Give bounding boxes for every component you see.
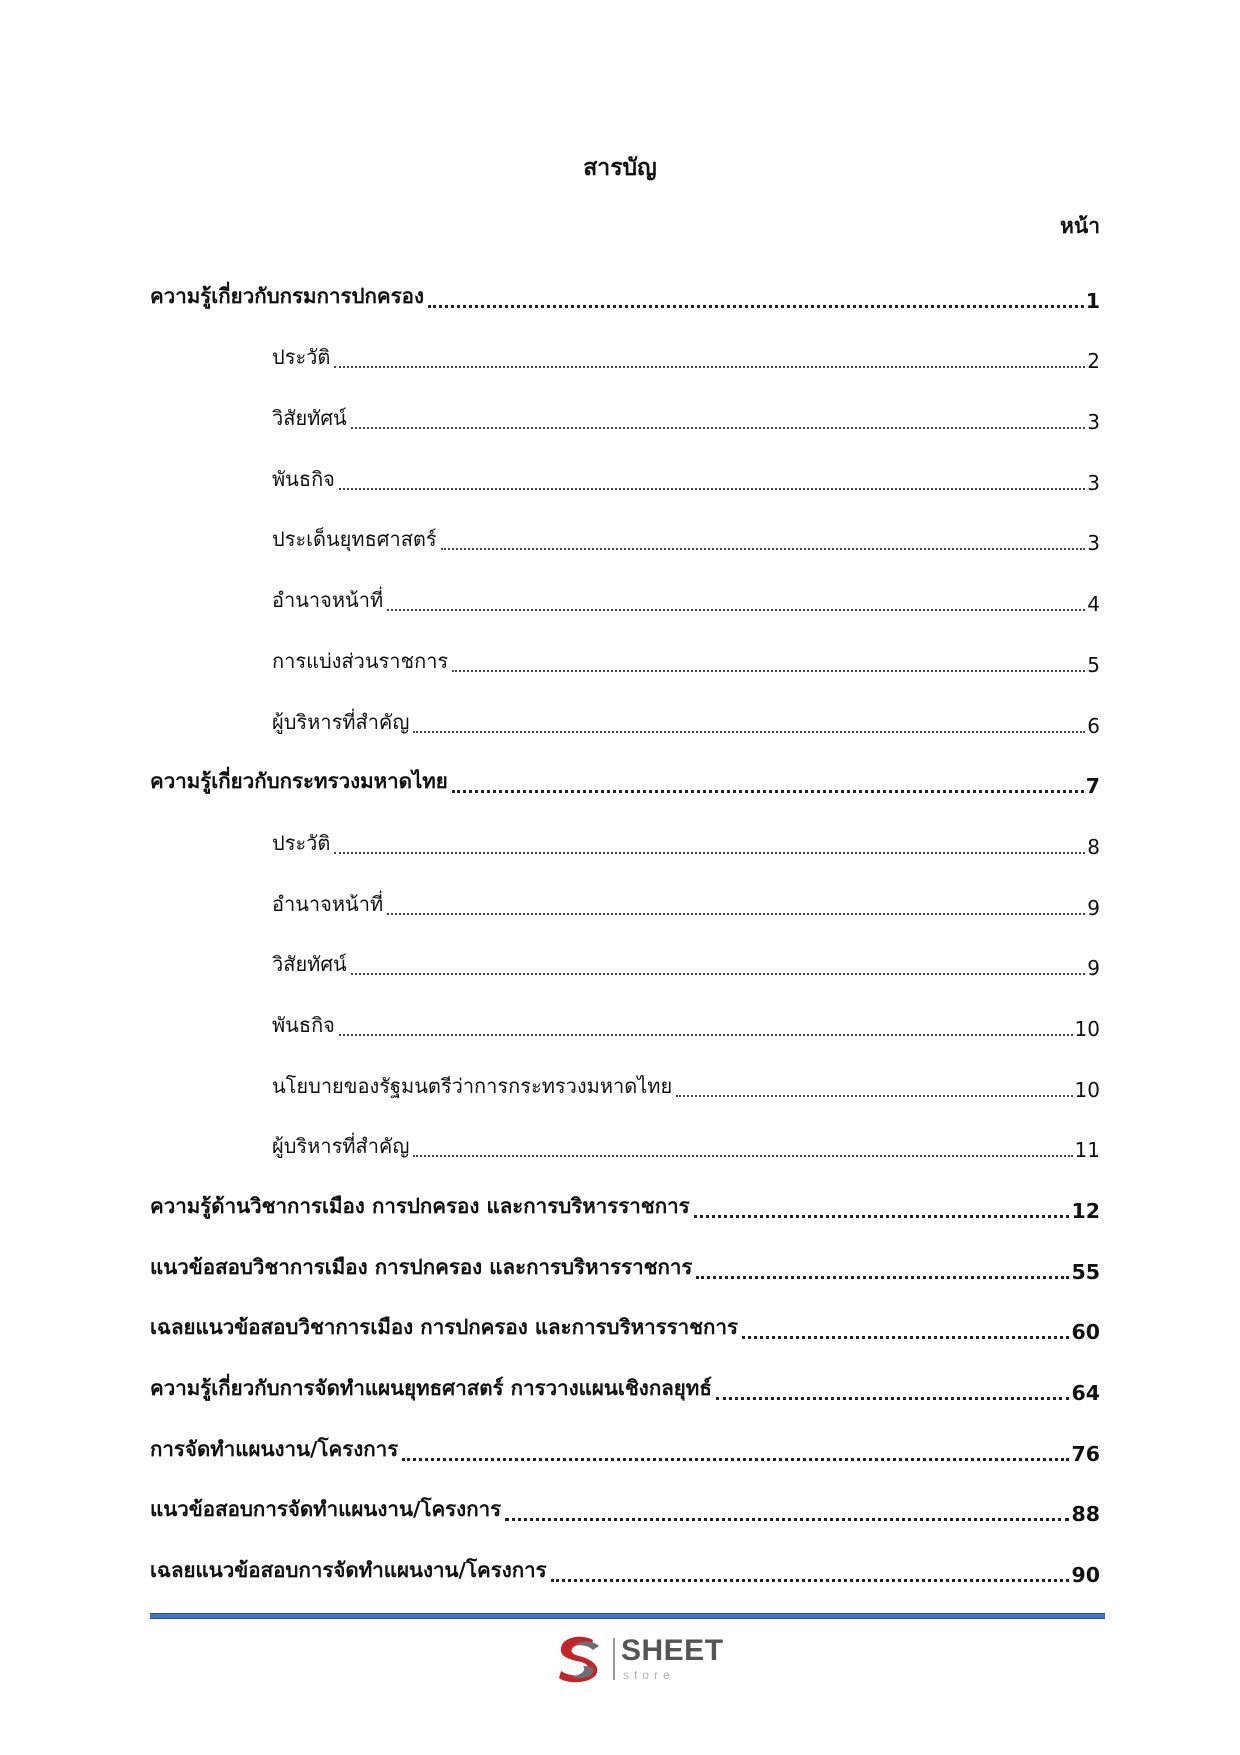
toc-entry-label: แนวข้อสอบการจัดทำแผนงาน/โครงการ — [150, 1497, 502, 1522]
toc-dot-leader — [694, 1215, 1070, 1218]
toc-main-entry — [150, 270, 1100, 331]
toc-entry-page-number: 1 — [1085, 288, 1100, 313]
toc-main-entry — [150, 1180, 1100, 1241]
toc-entry-page-number: 64 — [1071, 1381, 1100, 1406]
toc-sub-entry — [150, 452, 1100, 513]
toc-entry-label: เฉลยแนวข้อสอบการจัดทำแผนงาน/โครงการ — [150, 1558, 547, 1583]
footer-logo — [553, 1632, 723, 1688]
toc-sub-entry — [150, 998, 1100, 1059]
toc-dot-leader — [413, 731, 1085, 733]
toc-entry-page-number: 55 — [1071, 1259, 1100, 1284]
toc-sub-entry — [150, 1120, 1100, 1181]
toc-dot-leader — [413, 1155, 1072, 1157]
toc-entry-page-number: 2 — [1087, 349, 1100, 374]
toc-entry-page-number: 3 — [1087, 531, 1100, 556]
footer-rule — [150, 1613, 1105, 1619]
toc-entry-label: แนวข้อสอบวิชาการเมือง การปกครอง และการบริหารราชการ — [150, 1254, 693, 1279]
toc-dot-leader — [334, 852, 1085, 854]
toc-sub-entry — [150, 391, 1100, 452]
toc-entry-label: การจัดทำแผนงาน/โครงการ — [150, 1436, 399, 1461]
toc-main-entry — [150, 1241, 1100, 1302]
toc-dot-leader — [351, 973, 1086, 975]
toc-entry-label: ผู้บริหารที่สำคัญ — [272, 709, 410, 734]
toc-dot-leader — [452, 790, 1084, 793]
toc-dot-leader — [505, 1518, 1069, 1521]
toc-entry-label: อำนาจหน้าที่ — [272, 891, 384, 916]
toc-entry-label: ความรู้เกี่ยวกับกรมการปกครอง — [150, 283, 424, 308]
toc-sub-entry — [150, 331, 1100, 392]
toc-dot-leader — [428, 305, 1084, 308]
toc-sub-entry — [150, 513, 1100, 574]
toc-sub-entry — [150, 634, 1100, 695]
toc-dot-leader — [676, 1095, 1072, 1097]
toc-entry-label: พันธกิจ — [272, 1012, 335, 1037]
toc-entry-label: ความรู้เกี่ยวกับกระทรวงมหาดไทย — [150, 769, 448, 794]
toc-entry-label: ประวัติ — [272, 345, 331, 370]
toc-dot-leader — [387, 609, 1085, 611]
toc-entry-page-number: 10 — [1074, 1016, 1100, 1041]
toc-sub-entry — [150, 1059, 1100, 1120]
table-of-contents — [150, 270, 1100, 1605]
toc-entry-label: ผู้บริหารที่สำคัญ — [272, 1134, 410, 1159]
toc-sub-entry — [150, 877, 1100, 938]
toc-entry-label: ประเด็นยุทธศาสตร์ — [272, 527, 437, 552]
logo-subtext: store — [623, 1668, 675, 1682]
toc-sub-entry — [150, 695, 1100, 756]
toc-dot-leader — [716, 1397, 1070, 1400]
toc-sub-entry — [150, 573, 1100, 634]
toc-dot-leader — [339, 1034, 1073, 1036]
logo-divider — [613, 1638, 615, 1680]
toc-entry-page-number: 7 — [1085, 774, 1100, 799]
toc-dot-leader — [334, 366, 1085, 368]
page-title: สารบัญ — [583, 155, 657, 181]
toc-entry-label: วิสัยทัศน์ — [272, 406, 347, 431]
toc-entry-page-number: 3 — [1087, 470, 1100, 495]
logo-wordmark: SHEET — [621, 1634, 724, 1667]
page-column-header: หน้า — [1060, 214, 1100, 238]
toc-main-entry — [150, 1544, 1100, 1605]
toc-dot-leader — [351, 427, 1086, 429]
toc-dot-leader — [387, 913, 1085, 915]
toc-dot-leader — [696, 1276, 1069, 1279]
toc-entry-label: ความรู้ด้านวิชาการเมือง การปกครอง และการบริหารราชการ — [150, 1194, 690, 1218]
toc-entry-label: พันธกิจ — [272, 466, 335, 491]
toc-entry-label: วิสัยทัศน์ — [272, 952, 347, 977]
toc-entry-page-number: 76 — [1071, 1441, 1100, 1466]
toc-dot-leader — [402, 1458, 1069, 1461]
toc-entry-page-number: 9 — [1087, 895, 1100, 920]
toc-dot-leader — [551, 1579, 1070, 1582]
toc-entry-label: อำนาจหน้าที่ — [272, 588, 384, 613]
toc-entry-page-number: 11 — [1074, 1138, 1100, 1163]
toc-entry-page-number: 9 — [1087, 956, 1100, 981]
toc-entry-page-number: 4 — [1087, 592, 1100, 617]
toc-entry-page-number: 5 — [1087, 652, 1100, 677]
sheet-store-logo-icon — [553, 1632, 607, 1686]
toc-entry-page-number: 10 — [1074, 1077, 1100, 1102]
toc-entry-label: นโยบายของรัฐมนตรีว่าการกระทรวงมหาดไทย — [272, 1073, 673, 1098]
toc-entry-page-number: 88 — [1071, 1502, 1100, 1527]
toc-entry-label: การแบ่งส่วนราชการ — [272, 648, 449, 673]
toc-dot-leader — [452, 670, 1085, 672]
toc-dot-leader — [441, 548, 1086, 550]
toc-entry-page-number: 60 — [1071, 1320, 1100, 1345]
toc-entry-page-number: 3 — [1087, 410, 1100, 435]
toc-sub-entry — [150, 938, 1100, 999]
toc-entry-label: เฉลยแนวข้อสอบวิชาการเมือง การปกครอง และการบริหารราชการ — [150, 1315, 738, 1340]
toc-main-entry — [150, 1484, 1100, 1545]
toc-main-entry — [150, 1302, 1100, 1363]
toc-sub-entry — [150, 816, 1100, 877]
toc-dot-leader — [742, 1336, 1069, 1339]
toc-entry-label: ประวัติ — [272, 830, 331, 855]
toc-main-entry — [150, 1423, 1100, 1484]
toc-entry-page-number: 8 — [1087, 834, 1100, 859]
toc-entry-page-number: 12 — [1071, 1199, 1100, 1223]
toc-entry-label: ความรู้เกี่ยวกับการจัดทำแผนยุทธศาสตร์ การวางแผนเชิงกลยุทธ์ — [150, 1376, 712, 1401]
toc-entry-page-number: 6 — [1087, 713, 1100, 738]
toc-main-entry — [150, 756, 1100, 817]
toc-entry-page-number: 90 — [1071, 1563, 1100, 1588]
toc-main-entry — [150, 1362, 1100, 1423]
toc-dot-leader — [339, 488, 1085, 490]
